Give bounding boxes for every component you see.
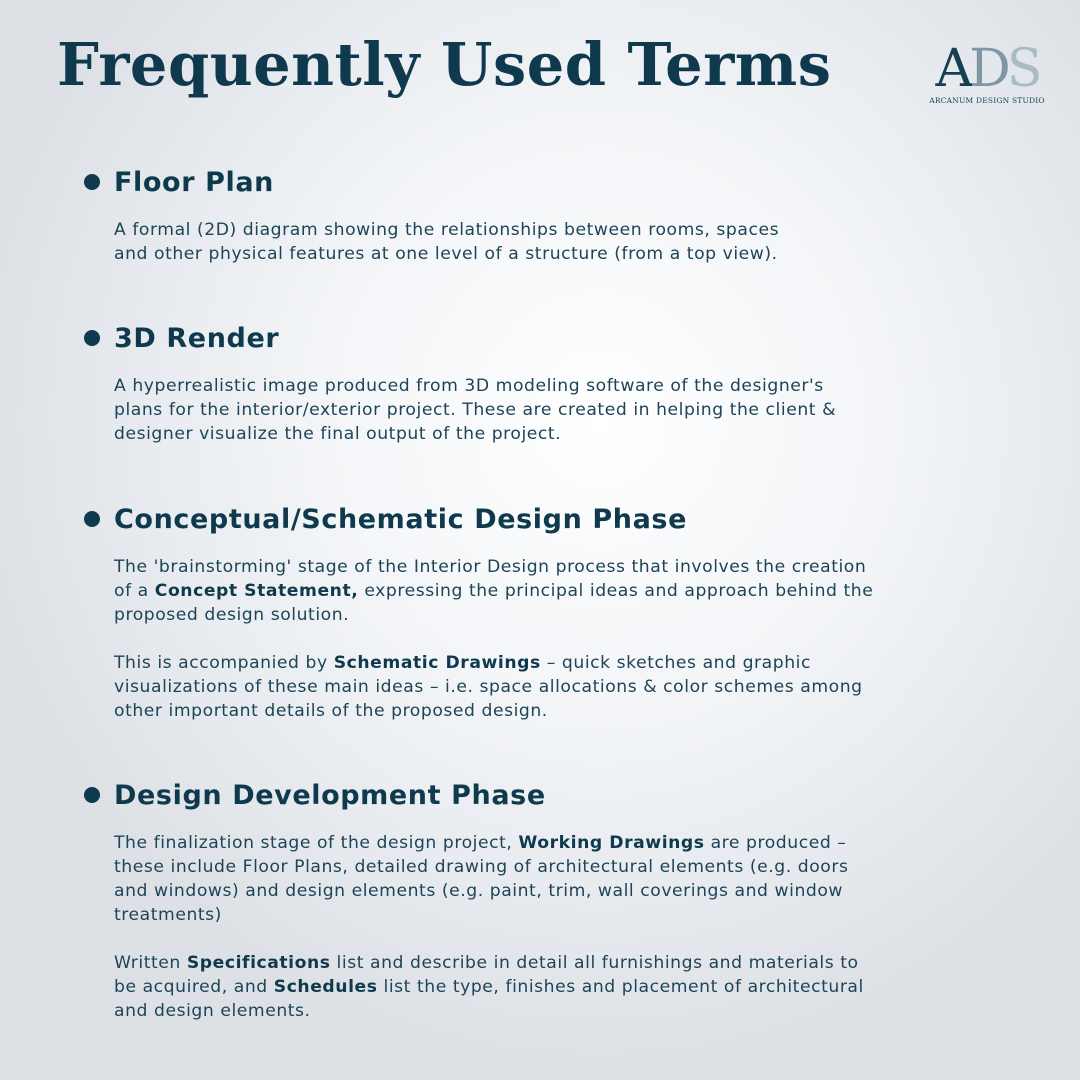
term-heading: Design Development Phase	[114, 779, 546, 811]
term-design-development-phase	[84, 775, 984, 1047]
term-3d-render	[84, 318, 984, 470]
term-description: A formal (2D) diagram showing the relationships between rooms, spaces and other physical features at one level of a structure (from a top view).	[114, 220, 780, 264]
term-floor-plan	[84, 162, 984, 290]
term-description: A hyperrealistic image produced from 3D modeling software of the designer's plans for the interior/exterior project. These are created in helping the client & designer visualize the final output of the project.	[114, 376, 837, 444]
specifications-term: Specifications	[186, 953, 331, 973]
studio-logo	[928, 39, 1046, 110]
term-heading: 3D Render	[114, 322, 280, 354]
concept-statement-term: Concept Statement,	[154, 581, 359, 601]
schedules-term: Schedules	[273, 977, 378, 997]
term-description: The 'brainstorming' stage of the Interior Design process that involves the creation of a Concept Statement, expressing the principal ideas and approach behind the proposed design solution.	[114, 557, 874, 625]
schematic-drawings-term: Schematic Drawings	[333, 653, 541, 673]
term-conceptual-schematic-design-phase	[84, 499, 984, 747]
logo-subtitle: ARCANUM DESIGN STUDIO	[929, 96, 1045, 105]
bullet-icon	[84, 511, 100, 527]
bullet-icon	[84, 330, 100, 346]
term-heading: Conceptual/Schematic Design Phase	[114, 503, 688, 535]
bullet-icon	[84, 787, 100, 803]
working-drawings-term: Working Drawings	[518, 833, 705, 853]
term-description-continued: This is accompanied by Schematic Drawings – quick sketches and graphic visualizations of these main ideas – i.e. space allocations & color schemes among other important details of the proposed design.	[114, 653, 863, 721]
bullet-icon	[84, 174, 100, 190]
term-heading: Floor Plan	[114, 166, 274, 198]
term-description: The finalization stage of the design project, Working Drawings are produced – these include Floor Plans, detailed drawing of architectural elements (e.g. doors and windows) and design elements (e.g. paint, trim, wall coverings and window treatments)	[114, 833, 849, 925]
term-description-continued: Written Specifications list and describe in detail all furnishings and materials to be acquired, and Schedules list the type, finishes and placement of architectural and design elements.	[114, 953, 864, 1021]
page-title: Frequently Used Terms	[57, 30, 832, 99]
logo-monogram: ADS	[935, 39, 1039, 99]
